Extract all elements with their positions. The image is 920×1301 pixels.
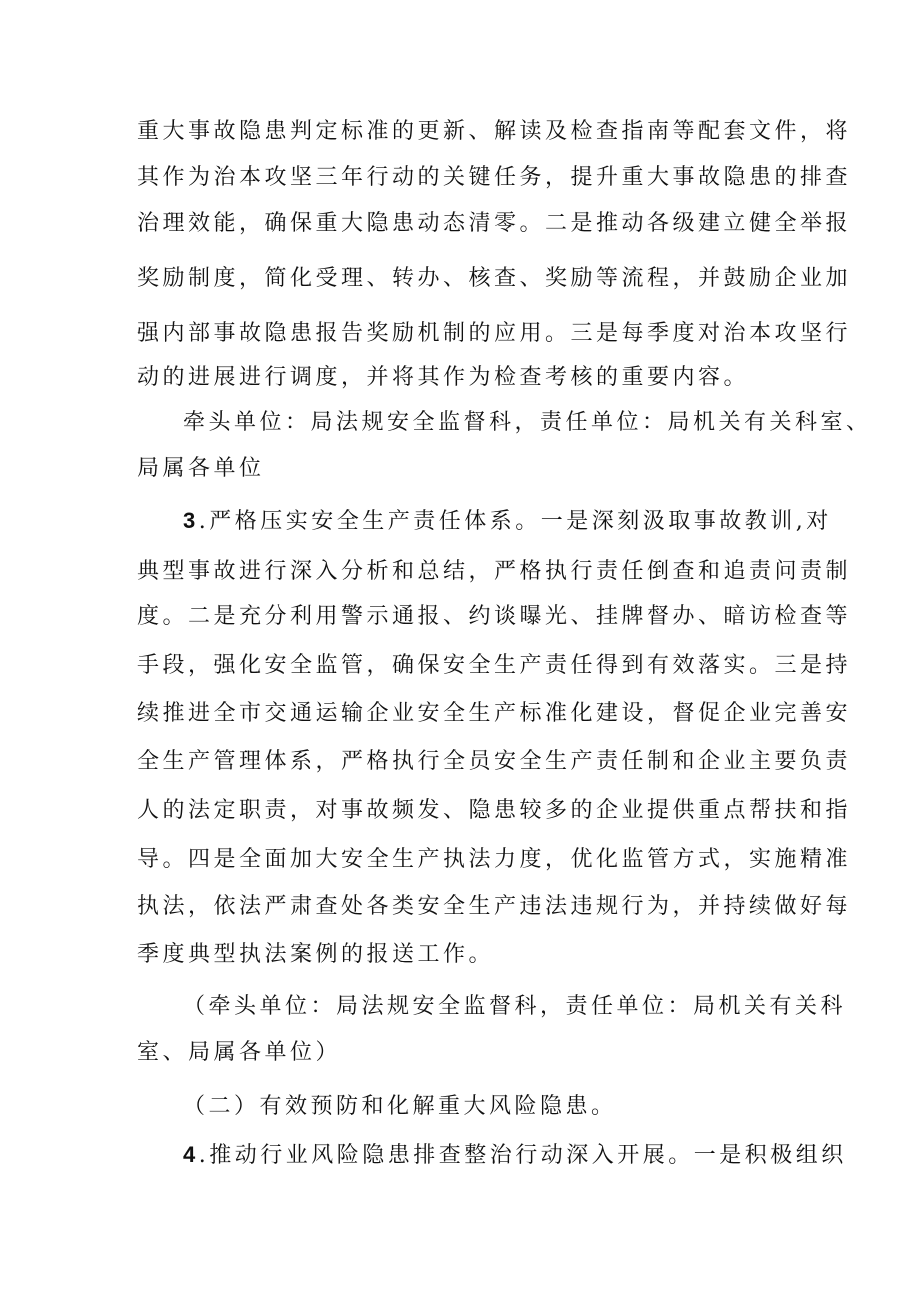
paragraph-line: 全生产管理体系，严格执行全员安全生产责任制和企业主要负责 xyxy=(137,749,852,774)
paragraph-line: 强内部事故隐患报告奖励机制的应用。三是每季度对治本攻坚行 xyxy=(137,321,852,346)
item-heading-text: .推动行业风险隐患排查整治行动深入开展。一是积极组织 xyxy=(198,1143,847,1168)
paragraph-line: 人的法定职责，对事故频发、隐患较多的企业提供重点帮扶和指 xyxy=(137,798,852,823)
responsible-unit-line: 牵头单位：局法规安全监督科，责任单位：局机关有关科室、 xyxy=(183,410,872,435)
paragraph-line: 重大事故隐患判定标准的更新、解读及检查指南等配套文件，将 xyxy=(137,119,852,144)
responsible-unit-line: 室、局属各单位） xyxy=(137,1040,342,1065)
paragraph-line: 续推进全市交通运输企业安全生产标准化建设，督促企业完善安 xyxy=(137,701,852,726)
paragraph-line: 季度典型执法案例的报送工作。 xyxy=(137,942,495,967)
paragraph-line: 度。二是充分利用警示通报、约谈曝光、挂牌督办、暗访检查等 xyxy=(137,604,852,629)
section-heading-4 xyxy=(183,1135,847,1175)
section-heading-3 xyxy=(183,501,832,541)
paragraph-line: 导。四是全面加大安全生产执法力度，优化监管方式，实施精准 xyxy=(137,847,852,872)
paragraph-line: 典型事故进行深入分析和总结，严格执行责任倒查和追责问责制 xyxy=(137,559,852,584)
section-heading-2: （二）有效预防和化解重大风险隐患。 xyxy=(183,1094,617,1119)
item-number: 4 xyxy=(183,1142,199,1167)
paragraph-line: 执法，依法严肃查处各类安全生产违法违规行为，并持续做好每 xyxy=(137,894,852,919)
responsible-unit-line: 局属各单位 xyxy=(137,456,265,481)
item-number: 3 xyxy=(183,508,199,533)
paragraph-line: 奖励制度，简化受理、转办、核查、奖励等流程，并鼓励企业加 xyxy=(137,266,852,291)
paragraph-line: 治理效能，确保重大隐患动态清零。二是推动各级建立健全举报 xyxy=(137,211,852,236)
item-heading-text: .严格压实安全生产责任体系。一是深刻汲取事故教训,对 xyxy=(198,509,832,534)
paragraph-line: 手段，强化安全监管，确保安全生产责任得到有效落实。三是持 xyxy=(137,653,852,678)
paragraph-line: 动的进展进行调度，并将其作为检查考核的重要内容。 xyxy=(137,365,750,390)
paragraph-line: 其作为治本攻坚三年行动的关键任务，提升重大事故隐患的排查 xyxy=(137,165,852,190)
responsible-unit-line: （牵头单位：局法规安全监督科，责任单位：局机关有关科 xyxy=(183,994,847,1019)
